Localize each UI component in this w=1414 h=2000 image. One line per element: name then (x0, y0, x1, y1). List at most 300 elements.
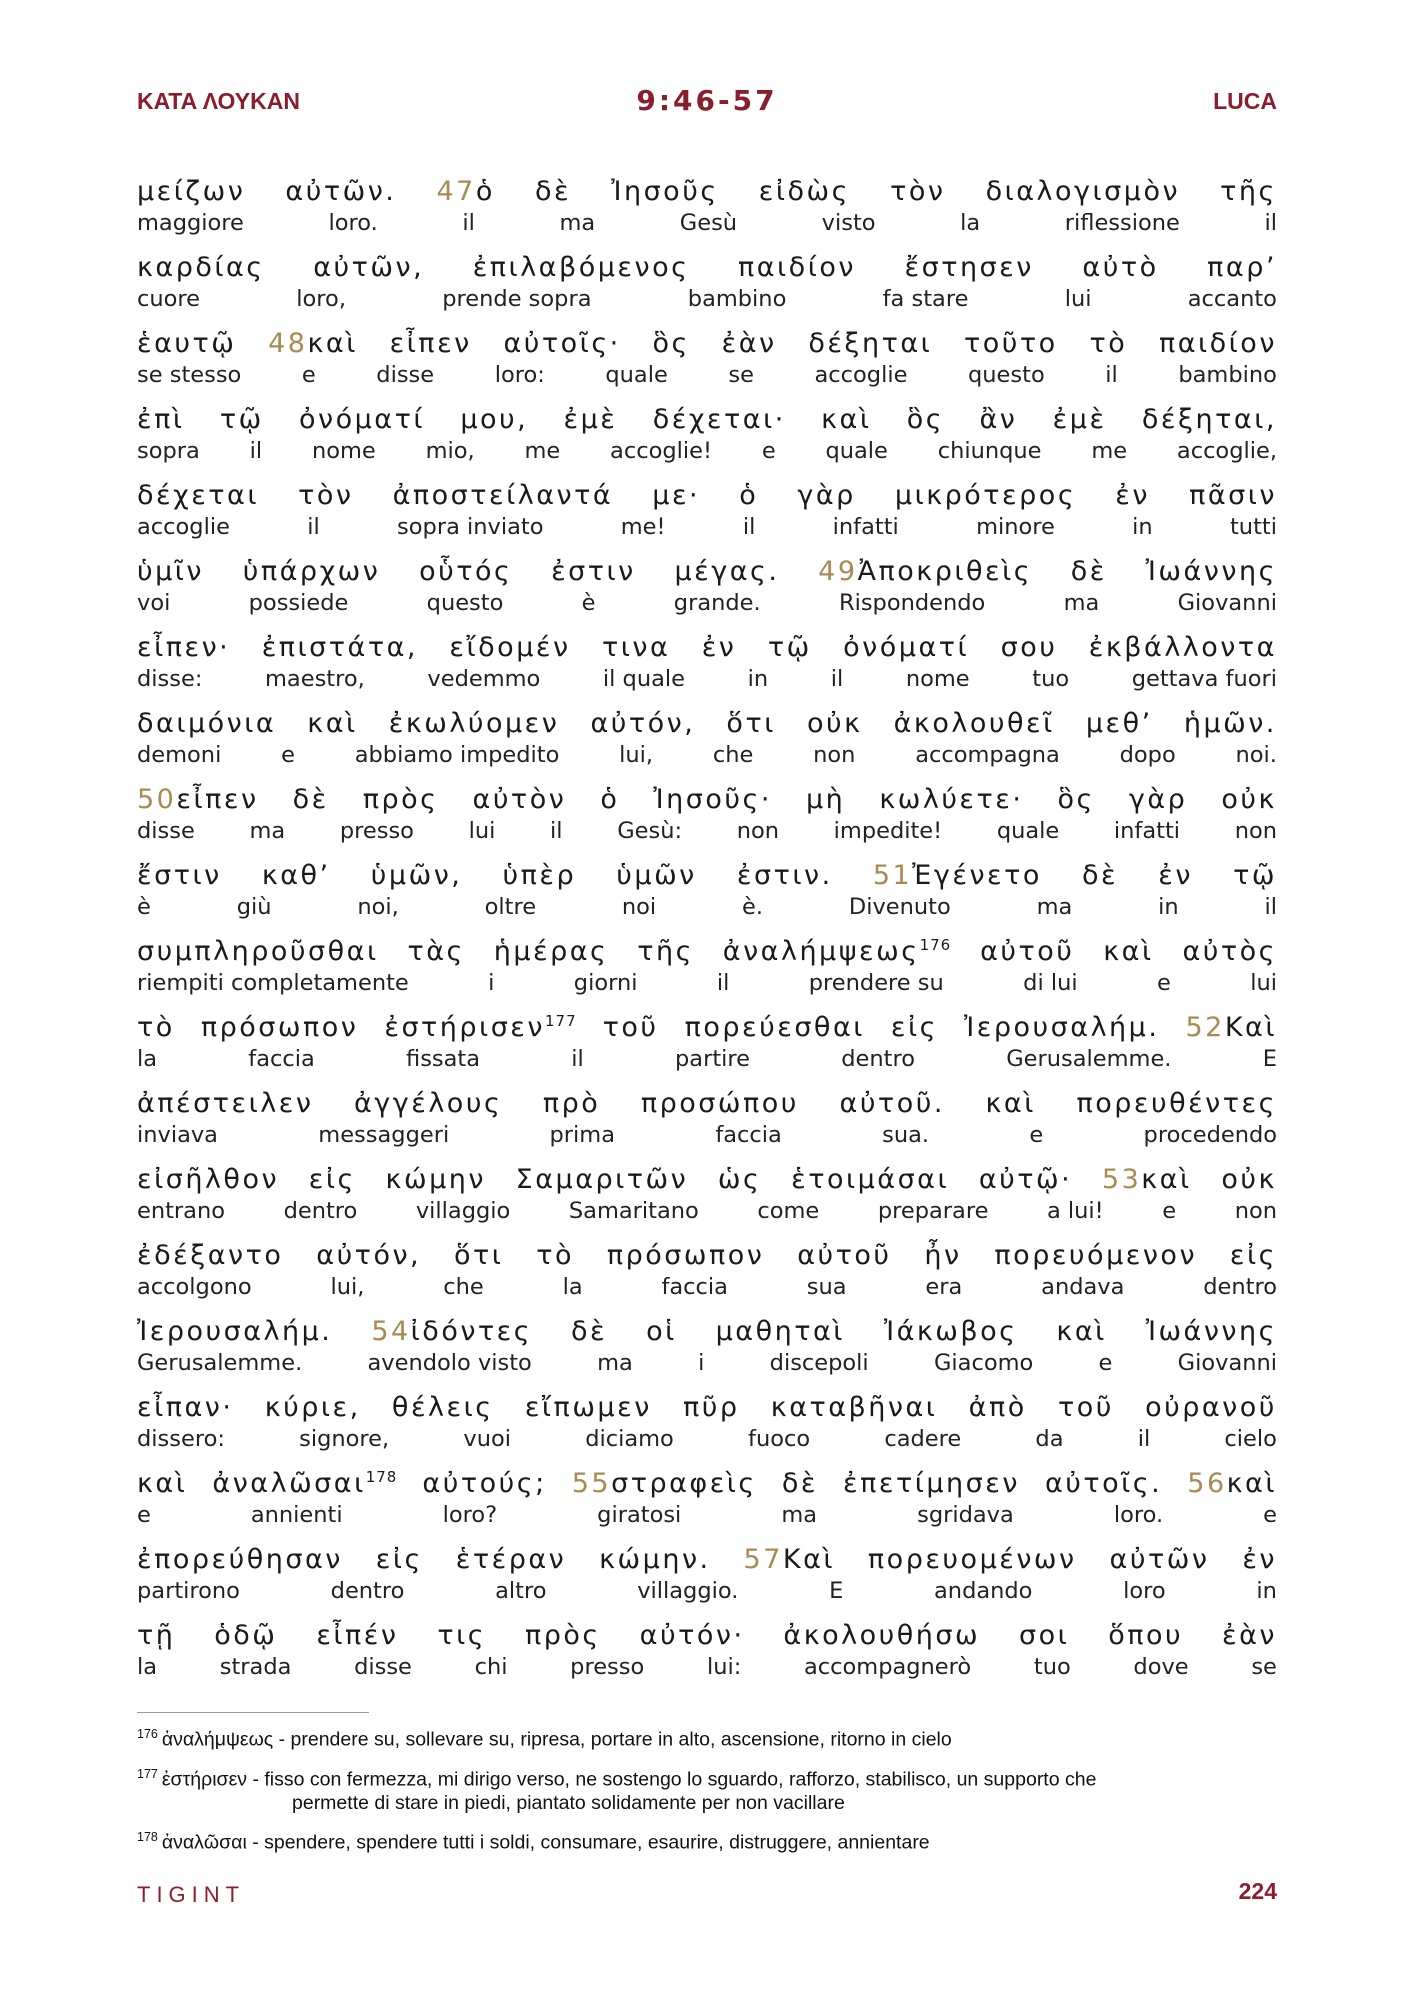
greek-word (137, 1240, 283, 1271)
italian-word: noi (621, 894, 657, 920)
greek-word (891, 1012, 938, 1043)
greek-word (137, 1088, 313, 1119)
greek-word (1053, 404, 1107, 435)
italian-word: Samaritano (568, 1198, 699, 1224)
greek-word (262, 860, 331, 891)
italian-word: demoni (137, 742, 222, 768)
greek-word-text: ἐστιν (551, 556, 636, 587)
italian-word: messaggeri (318, 1122, 450, 1148)
greek-word (212, 1468, 397, 1499)
greek-word (389, 708, 560, 739)
italian-word: e (1263, 1502, 1277, 1528)
greek-word-text: ἀγγέλους (353, 1088, 503, 1119)
greek-word-text: αὐτοῦ (797, 1240, 892, 1271)
greek-word (307, 708, 357, 739)
italian-row (137, 970, 1277, 1000)
greek-word-text: οὗτός (419, 556, 513, 587)
greek-word-text: αὐτὸς (1182, 936, 1277, 967)
greek-word (1001, 632, 1058, 663)
greek-word (422, 1468, 546, 1499)
italian-word: che (443, 1274, 484, 1300)
greek-word-text: τινα (601, 632, 671, 663)
italian-word: il (830, 666, 844, 692)
greek-word-text: ὑπάρχων (242, 556, 381, 587)
greek-word (986, 1088, 1036, 1119)
greek-word-text: ἡμέρας (493, 936, 609, 967)
italian-word: inviava (137, 1122, 218, 1148)
italian-word: villaggio. (637, 1578, 739, 1604)
greek-word-text: ἐστιν. (736, 860, 833, 891)
italian-word: accoglie (814, 362, 908, 388)
greek-word (884, 1316, 1018, 1347)
greek-word (797, 1240, 891, 1271)
greek-word (607, 1240, 765, 1271)
interlinear-line (137, 1468, 1277, 1544)
greek-word-text: αὐτῶν (1109, 1544, 1210, 1575)
footnote-number: 176 (137, 1727, 158, 1741)
greek-word (1222, 1620, 1277, 1651)
greek-word (1089, 632, 1277, 663)
italian-word: lui: (706, 1654, 742, 1680)
greek-word-text: Σαμαριτῶν (515, 1164, 689, 1195)
greek-word-text: ἑτοιμάσαι (791, 1164, 950, 1195)
greek-word-text: ἐν (701, 632, 737, 663)
interlinear-line (137, 860, 1277, 936)
italian-word: lui (1064, 286, 1092, 312)
italian-word: accompagnerò (803, 1654, 972, 1680)
greek-word (797, 480, 855, 511)
greek-word (890, 176, 945, 207)
italian-word: quale (605, 362, 668, 388)
italian-row (137, 818, 1277, 848)
italian-word: cielo (1224, 1426, 1277, 1452)
interlinear-line (137, 1240, 1277, 1316)
greek-word-text: ἀκολουθήσω (783, 1620, 981, 1651)
italian-row (137, 1654, 1277, 1684)
greek-word-text: ἐπὶ (137, 404, 185, 435)
greek-word (646, 1316, 677, 1347)
italian-word: E (829, 1578, 844, 1604)
greek-word-text: κώμην (385, 1164, 486, 1195)
italian-word: sgridava (917, 1502, 1014, 1528)
greek-word-text: δέχεται· (652, 404, 786, 435)
greek-word-text: ὅτι (726, 708, 776, 739)
greek-word-text: δὲ (571, 1316, 608, 1347)
italian-word: il (550, 818, 563, 844)
greek-word (1071, 556, 1107, 587)
italian-word: disse (354, 1654, 412, 1680)
greek-word (964, 1012, 1159, 1043)
italian-word: nome (311, 438, 376, 464)
greek-word (299, 404, 425, 435)
italian-row (137, 1274, 1277, 1304)
greek-word-text: ἐστήρισεν (384, 1012, 545, 1043)
italian-row (137, 590, 1277, 620)
italian-row (137, 894, 1277, 924)
greek-word-text: διαλογισμὸν (985, 176, 1181, 207)
greek-row (137, 1088, 1277, 1122)
greek-row (137, 1240, 1277, 1274)
greek-word (454, 1240, 503, 1271)
greek-word (1242, 1544, 1277, 1575)
italian-word: in (1256, 1578, 1277, 1604)
italian-word: e (761, 438, 776, 464)
italian-word: e (281, 742, 295, 768)
italian-word: dentro (330, 1578, 405, 1604)
greek-word (986, 176, 1180, 207)
greek-word (641, 1088, 799, 1119)
italian-word: dentro (841, 1046, 915, 1072)
greek-word (137, 404, 185, 435)
italian-word: prendere su (808, 970, 944, 996)
italian-word: non (1234, 1198, 1277, 1224)
greek-word-text: καὶ (1141, 1164, 1192, 1195)
italian-word: fa stare (882, 286, 969, 312)
greek-word (723, 936, 951, 967)
greek-word (737, 860, 833, 891)
interlinear-line (137, 1088, 1277, 1164)
italian-word: altro (495, 1578, 547, 1604)
greek-word-text: ἐκωλύομεν (388, 708, 560, 739)
greek-word (419, 556, 512, 587)
italian-word: accompagna (915, 742, 1060, 768)
greek-word-text: ἀναλῶσαι (212, 1468, 366, 1499)
italian-row (137, 1046, 1277, 1076)
greek-word-text: οὐκ (806, 708, 863, 739)
greek-word-text: δὲ (292, 784, 329, 815)
italian-word: cuore (137, 286, 200, 312)
greek-word-text: θέλεις (391, 1392, 494, 1423)
italian-word: diciamo (585, 1426, 674, 1452)
greek-word-text: εἰσῆλθον (137, 1164, 280, 1195)
greek-word (535, 176, 571, 207)
book-title-italian: LUCA (1213, 88, 1277, 114)
greek-word (1230, 1240, 1277, 1271)
greek-word-text: ἀπέστειλεν (137, 1088, 314, 1119)
greek-word (818, 556, 1032, 587)
italian-word: visto (821, 210, 876, 236)
greek-word (1146, 1316, 1277, 1347)
italian-word: il (1264, 894, 1277, 920)
italian-word: minore (976, 514, 1055, 540)
greek-word (969, 1392, 1027, 1423)
greek-word (980, 936, 1074, 967)
italian-word: infatti (1113, 818, 1181, 844)
greek-word (571, 1316, 607, 1347)
greek-word (653, 784, 772, 815)
italian-word: nome (905, 666, 970, 692)
footnote-ref[interactable]: 177 (544, 1012, 577, 1030)
italian-word: dopo (1119, 742, 1176, 768)
italian-word: E (1262, 1046, 1277, 1072)
greek-word (137, 176, 245, 207)
greek-word (744, 1544, 836, 1575)
greek-word (895, 480, 1076, 511)
greek-word-text: οὐκ (1221, 784, 1277, 815)
italian-word: tuo (1032, 666, 1070, 692)
verse-number: 47 (436, 176, 476, 207)
greek-word-text: πρόσωπον (200, 1012, 359, 1043)
greek-word (738, 252, 856, 283)
footnote-ref[interactable]: 178 (365, 1468, 398, 1486)
greek-word (879, 784, 1023, 815)
greek-word-text: δὲ (1082, 860, 1119, 891)
italian-word: me! (620, 514, 666, 540)
italian-row (137, 1578, 1277, 1608)
greek-word-text: εἴδομέν (449, 632, 571, 663)
italian-word: accoglie (137, 514, 230, 540)
interlinear-line (137, 1012, 1277, 1088)
greek-word (768, 632, 812, 663)
footnote-divider (137, 1712, 369, 1713)
greek-word-text: μέγας. (674, 556, 780, 587)
interlinear-line (137, 556, 1277, 632)
greek-word (371, 860, 463, 891)
greek-word-text: ὅπου (1108, 1620, 1184, 1651)
greek-word-text: μικρότερος (894, 480, 1077, 511)
greek-word (298, 480, 353, 511)
italian-word: presso (339, 818, 414, 844)
greek-word (808, 328, 932, 359)
italian-word: accoglie! (610, 438, 712, 464)
greek-word-text: ὑμῶν (616, 860, 697, 891)
italian-word: riempiti completamente (137, 970, 409, 996)
greek-row (137, 860, 1277, 894)
greek-word (674, 556, 779, 587)
italian-word: e (137, 1502, 151, 1528)
greek-word-text: ἐν (1158, 860, 1193, 891)
greek-word (904, 252, 1033, 283)
footnote-continuation: permette di stare in piedi, piantato solidamente per non vacillare (292, 1792, 845, 1814)
greek-word-text: δαιμόνια (137, 708, 277, 739)
greek-word (1058, 1392, 1114, 1423)
interlinear-line (137, 328, 1277, 404)
interlinear-line (137, 632, 1277, 708)
greek-word-text: εἰς (1229, 1240, 1277, 1271)
italian-word: lui (468, 818, 496, 844)
greek-word (843, 632, 969, 663)
greek-word (1159, 328, 1277, 359)
greek-word (603, 1012, 659, 1043)
greek-word-text: καὶ (1056, 1316, 1107, 1347)
italian-word: fuoco (748, 1426, 811, 1452)
greek-word (201, 1012, 359, 1043)
italian-word: quale (996, 818, 1060, 844)
italian-word: è (581, 590, 596, 616)
greek-word-text: τοῦτο (964, 328, 1058, 359)
italian-word: se stesso (137, 362, 242, 388)
greek-word-text: ὃς (906, 404, 945, 435)
italian-word: loro. (1113, 1502, 1164, 1528)
greek-word (437, 1620, 486, 1651)
greek-word-text: τις (437, 1620, 487, 1651)
greek-word (840, 1088, 945, 1119)
greek-word (964, 328, 1058, 359)
greek-row (137, 708, 1277, 742)
greek-word (137, 860, 222, 891)
italian-word: Gerusalemme. (137, 1350, 303, 1376)
italian-word: impedite! (833, 818, 943, 844)
greek-word-text: αὐτῶν, (313, 252, 425, 283)
greek-word-text: ἐν (1242, 1544, 1277, 1575)
italian-word: noi, (357, 894, 399, 920)
greek-word (1187, 1468, 1277, 1499)
greek-word (616, 860, 697, 891)
greek-word-text: ἂν (979, 404, 1018, 435)
italian-word: loro, (296, 286, 346, 312)
greek-word-text: πορευομένων (867, 1544, 1077, 1575)
greek-word (602, 632, 670, 663)
greek-word-text: ἐμὲ (563, 404, 618, 435)
greek-row (137, 252, 1277, 286)
greek-word (1076, 1088, 1277, 1119)
greek-word-text: ἐκβάλλοντα (1088, 632, 1277, 663)
greek-word-text: δὲ (534, 176, 572, 207)
italian-word: ma (249, 818, 286, 844)
italian-word: la (137, 1654, 158, 1680)
italian-word: riflessione (1064, 210, 1180, 236)
greek-word-text: πρὸς (362, 784, 439, 815)
italian-word: ma (559, 210, 596, 236)
greek-word (1019, 1620, 1069, 1651)
italian-word: infatti (832, 514, 899, 540)
greek-word (137, 328, 236, 359)
greek-word-text: ὁ (739, 480, 759, 511)
greek-word (392, 1392, 494, 1423)
greek-word-text: Ἰερουσαλήμ. (137, 1316, 333, 1347)
greek-word-text: ἀναλήμψεως (722, 936, 920, 967)
greek-word-text: αὐτὸν (472, 784, 567, 815)
greek-word (894, 708, 1055, 739)
greek-word-text: δὲ (1070, 556, 1107, 587)
greek-word-text: καθ’ (261, 860, 331, 891)
greek-word (640, 1620, 745, 1651)
italian-word: partirono (137, 1578, 240, 1604)
greek-word-text: ἐμὲ (1052, 404, 1107, 435)
greek-word-text: Ἰησοῦς (611, 176, 719, 207)
italian-word: e (1029, 1122, 1044, 1148)
greek-word (494, 936, 609, 967)
italian-word: il (1105, 362, 1118, 388)
footnote-text: ἀναλήμψεως - prendere su, sollevare su, ripresa, portare in alto, ascensione, ritorno in cielo (161, 1728, 952, 1751)
italian-word: Gerusalemme. (1006, 1046, 1172, 1072)
italian-word: a lui! (1046, 1198, 1104, 1224)
greek-word-text: εἶπέν (316, 1620, 399, 1651)
italian-word: avendolo visto (367, 1350, 532, 1376)
greek-word-text: ὑμῖν (137, 556, 205, 587)
interlinear-line (137, 1164, 1277, 1240)
greek-word-text: ἐὰν (721, 328, 777, 359)
greek-word (456, 1544, 566, 1575)
greek-word-text: αὐτοῖς· (503, 328, 621, 359)
greek-row (137, 1392, 1277, 1426)
interlinear-line (137, 708, 1277, 784)
greek-word (590, 708, 695, 739)
verse-number: 52 (1185, 1012, 1225, 1043)
greek-word-text: πῦρ (683, 1392, 740, 1423)
greek-word-text: Ἐγένετο (912, 860, 1042, 891)
italian-row (137, 514, 1277, 544)
greek-word-text: ἀποστείλαντά (392, 480, 614, 511)
interlinear-line (137, 1620, 1277, 1696)
italian-word: bambino (687, 286, 787, 312)
italian-word: grande. (673, 590, 761, 616)
italian-word: lui (1250, 970, 1277, 996)
italian-word: bambino (1178, 362, 1277, 388)
greek-word-text: τῷ (767, 632, 812, 663)
italian-word: non (736, 818, 779, 844)
italian-word: il quale (602, 666, 685, 692)
greek-word (473, 784, 567, 815)
greek-word-text: δέξηται, (1141, 404, 1277, 435)
greek-word-text: Ἰερουσαλήμ. (964, 1012, 1160, 1043)
italian-word: loro. (328, 210, 378, 236)
greek-word (1115, 480, 1150, 511)
italian-word: loro (1123, 1578, 1166, 1604)
greek-word-text: καὶ (307, 328, 358, 359)
greek-word (759, 176, 850, 207)
greek-word (137, 784, 259, 815)
greek-word (637, 936, 694, 967)
italian-word: noi. (1235, 742, 1277, 768)
italian-word: che (712, 742, 754, 768)
greek-word (1102, 1164, 1192, 1195)
greek-word-text: ἐν (1115, 480, 1150, 511)
italian-word: il (307, 514, 320, 540)
italian-word: vedemmo (427, 666, 541, 692)
greek-word (137, 1620, 175, 1651)
italian-word: è (137, 894, 151, 920)
footnote-ref[interactable]: 176 (919, 936, 952, 954)
greek-word (354, 1088, 502, 1119)
greek-word-text: τὸ (536, 1240, 575, 1271)
greek-word (137, 1164, 279, 1195)
italian-word: il (571, 1046, 584, 1072)
greek-word (371, 1316, 532, 1347)
greek-word-text: καρδίας (137, 252, 265, 283)
greek-word-text: τὸν (890, 176, 946, 207)
greek-word-text: εἶπαν· (137, 1392, 234, 1423)
greek-word (473, 252, 690, 283)
greek-word-text: καὶ (307, 708, 358, 739)
greek-word-text: παρ’ (1207, 252, 1277, 283)
greek-word (807, 708, 863, 739)
greek-word (564, 404, 618, 435)
greek-word-text: ὁδῷ (214, 1620, 278, 1651)
greek-word-text: ὁ (600, 784, 620, 815)
interlinear-line (137, 1392, 1277, 1468)
italian-word: oltre (484, 894, 537, 920)
italian-word: chiunque (937, 438, 1042, 464)
greek-word (1184, 708, 1277, 739)
greek-word (716, 1316, 845, 1347)
greek-word-text: ἔστιν (137, 860, 222, 891)
greek-word (503, 860, 577, 891)
greek-word (390, 328, 472, 359)
greek-word-text: καταβῆναι (770, 1392, 938, 1423)
greek-word (551, 556, 636, 587)
greek-word-text: ἐὰν (1222, 1620, 1277, 1651)
greek-word (407, 936, 464, 967)
italian-word: se (728, 362, 754, 388)
verse-number: 49 (818, 556, 858, 587)
interlinear-text (137, 176, 1277, 1696)
italian-word: me (524, 438, 561, 464)
greek-word-text: παιδίον (1158, 328, 1277, 359)
italian-row (137, 1426, 1277, 1456)
italian-word: gettava fuori (1131, 666, 1277, 692)
footnote (137, 1722, 1277, 1752)
